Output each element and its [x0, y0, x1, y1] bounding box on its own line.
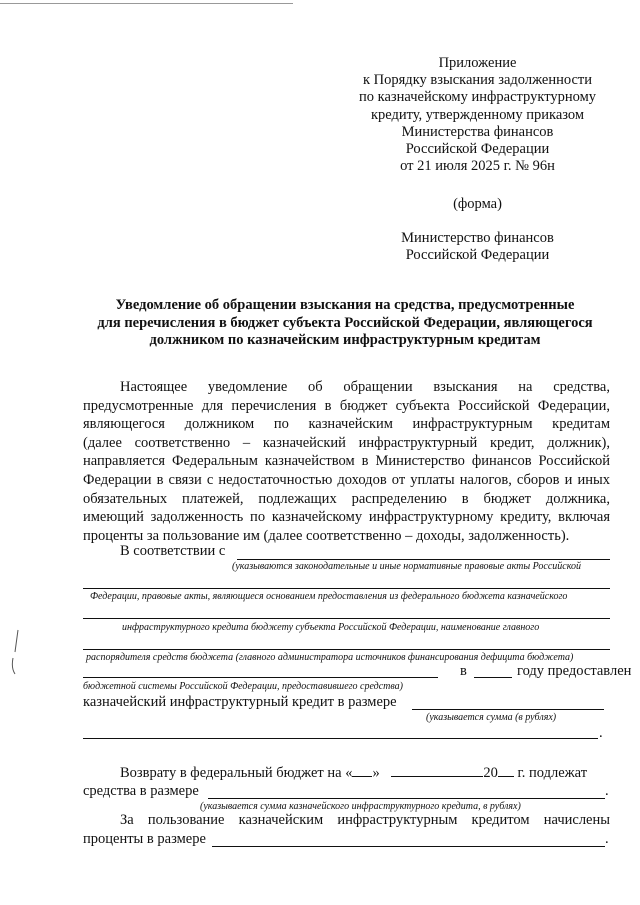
- hint-legal-acts: (указываются законодательные и иные нормативные правовые акты Российской: [232, 561, 581, 572]
- manager-field[interactable]: [83, 649, 610, 650]
- paragraph-line: предусмотренные для перечисления в бюджет субъекта Российской Федерации,: [83, 397, 610, 414]
- period: .: [605, 783, 609, 799]
- appendix-line: от 21 июля 2025 г. № 96н: [400, 158, 555, 175]
- legal-acts-field-2[interactable]: [83, 588, 610, 589]
- period: .: [605, 831, 609, 847]
- title-line: должником по казначейским инфраструктурным кредитам: [149, 332, 541, 348]
- notice-paragraph: [83, 378, 610, 545]
- addressee: [345, 230, 610, 264]
- legal-acts-field[interactable]: [237, 559, 610, 560]
- funds-amount-field[interactable]: [208, 798, 605, 799]
- title-line: Уведомление об обращении взыскания на средства, предусмотренные: [115, 297, 575, 313]
- hint-budget-manager: распорядителя средств бюджета (главного администратора источников финансирования дефицита бюджета): [86, 652, 574, 663]
- hint-sum: (указывается сумма (в рублях): [426, 712, 557, 723]
- budget-system-field[interactable]: [83, 677, 438, 678]
- addressee-line: Российской Федерации: [405, 247, 550, 264]
- return-text-4: г. подлежат: [517, 765, 588, 781]
- paragraph-line: проценты за пользование им (далее соответственно – доходы, задолженность).: [83, 527, 570, 544]
- paragraph-line: направляется Федеральным казначейством в Министерство финансов Российской: [83, 453, 610, 470]
- interest-amount-label: проценты в размере: [83, 831, 206, 847]
- year-provided-label: году предоставлен: [517, 663, 632, 679]
- paragraph-line: Федерации в связи с недостаточностью доходов от уплаты налогов, сборов и иных: [83, 471, 610, 488]
- top-rule: [0, 3, 293, 4]
- hint-credit-sum: (указывается сумма казначейского инфраструктурного кредита, в рублях): [200, 801, 521, 812]
- appendix-line: Российской Федерации: [405, 141, 550, 158]
- appendix-line: к Порядку взыскания задолженности: [363, 72, 592, 89]
- interest-line: За пользование казначейским инфраструктурным кредитом начислены: [120, 812, 610, 828]
- according-to-label: В соответствии с: [120, 543, 226, 559]
- hint-budget-system: бюджетной системы Российской Федерации, предоставившего средства): [83, 681, 403, 692]
- credit-amount-field-2[interactable]: [83, 738, 598, 739]
- return-line: [120, 764, 610, 782]
- hint-credit-recipient: инфраструктурного кредита бюджету субъекта Российской Федерации, наименование главного: [122, 622, 540, 633]
- form-label: (форма): [453, 196, 502, 212]
- return-text-1: Возврату в федеральный бюджет на «: [120, 765, 353, 781]
- legal-acts-field-3[interactable]: [83, 618, 610, 619]
- return-text-3: 20: [483, 765, 498, 781]
- paragraph-line: имеющий задолженность по казначейскому инфраструктурному кредиту, включая: [83, 509, 610, 526]
- return-month-field[interactable]: [391, 764, 483, 777]
- addressee-line: Министерство финансов: [401, 230, 554, 246]
- margin-pen-mark: [8, 628, 22, 678]
- appendix-line: кредиту, утвержденному приказом: [370, 106, 585, 123]
- interest-line-wrap: [120, 812, 610, 829]
- credit-amount-field[interactable]: [412, 709, 604, 710]
- return-day-field[interactable]: [352, 764, 372, 777]
- appendix-line: Министерства финансов: [401, 123, 554, 140]
- year-in-label: в: [460, 663, 467, 679]
- paragraph-line: (далее соответственно – казначейский инфраструктурный кредит, должник),: [83, 434, 610, 451]
- interest-amount-field[interactable]: [212, 846, 605, 847]
- return-year-field[interactable]: [498, 764, 514, 777]
- appendix-line: по казначейскому инфраструктурному: [358, 89, 596, 106]
- hint-legal-basis: Федерации, правовые акты, являющиеся основанием предоставления из федерального бюджета казначейского: [90, 591, 568, 602]
- document-title: [80, 297, 610, 350]
- credit-amount-label: казначейский инфраструктурный кредит в размере: [83, 694, 397, 710]
- paragraph-line: являющегося должником по казначейским инфраструктурным кредитам: [83, 416, 610, 433]
- return-text-2: »: [372, 765, 380, 781]
- appendix-line: Приложение: [438, 55, 517, 71]
- appendix-block: [345, 55, 610, 175]
- title-line: для перечисления в бюджет субъекта Российской Федерации, являющегося: [97, 314, 593, 331]
- year-field[interactable]: [474, 677, 512, 678]
- period: .: [599, 725, 603, 741]
- funds-amount-label: средства в размере: [83, 783, 199, 799]
- paragraph-line: Настоящее уведомление об обращении взыскания на средства,: [120, 379, 610, 395]
- paragraph-line: обязательных платежей, подлежащих распределению в бюджет должника,: [83, 490, 610, 507]
